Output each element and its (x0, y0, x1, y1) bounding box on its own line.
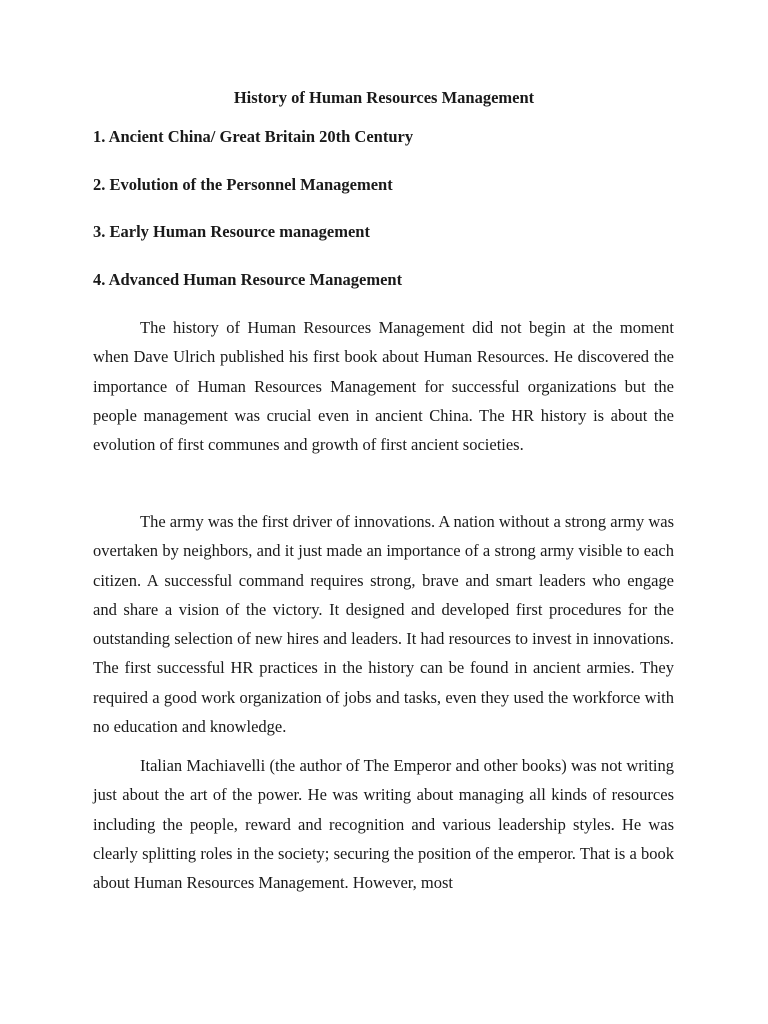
outline-item-1: 1. Ancient China/ Great Britain 20th Century (93, 127, 414, 146)
paragraph-machiavelli: Italian Machiavelli (the author of The Emperor and other books) was not writing just about the art of the power. He was writing about managing all kinds of resources including the people, reward and recognition and various leadership styles. He was clearly splitting roles in the society; securing the position of the emperor. That is a book about Human Resources Management. However, most (93, 756, 674, 893)
outline-item-3: 3. Early Human Resource management (93, 222, 370, 242)
paragraph-army-innovations: The army was the first driver of innovations. A nation without a strong army was overtaken by neighbors, and it just made an importance of a strong army visible to each citizen. A successful command requires strong, brave and smart leaders who engage and share a vision of the victory. It designed and developed first procedures for the outstanding selection of new hires and leaders. It had resources to invest in innovations. The first successful HR practices in the history can be found in ancient armies. They required a good work organization of jobs and tasks, even they used the workforce with no education and knowledge. (93, 512, 674, 737)
outline-item-4: 4. Advanced Human Resource Management (93, 270, 403, 290)
paragraph-hrm-origins: The history of Human Resources Management did not begin at the moment when Dave Ulrich published his first book about Human Resources. He discovered the importance of Human Resources Management for successful organizations but the people management was crucial even in ancient China. The HR history is about the evolution of first communes and growth of first ancient societies. (93, 318, 674, 455)
document-title: History of Human Resources Management (233, 88, 535, 107)
section-outline (93, 126, 683, 317)
outline-item-2: 2. Evolution of the Personnel Management (93, 174, 393, 194)
